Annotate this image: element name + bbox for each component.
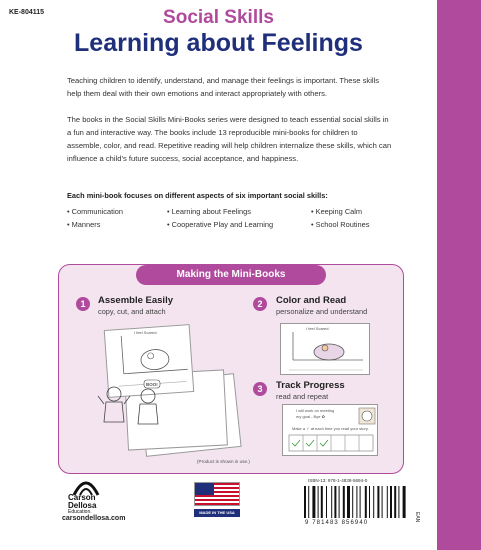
website-url: carsondellosa.com: [62, 515, 126, 522]
brand-line-2: Dellosa: [68, 501, 97, 510]
barcode-digits: 9 781483 856940: [305, 520, 369, 526]
intro-paragraph-1: Teaching children to identify, understand, and manage their feelings is important. These skills help them deal with their own emotions and interact appropriately with others.: [67, 76, 380, 98]
product-code: KE-804115: [9, 9, 45, 16]
tracker-line-2: my goal - Bye ✿: [296, 414, 325, 419]
step-number-3: 3: [253, 382, 267, 396]
step-title-1: Assemble Easily: [98, 295, 173, 306]
product-note: (Product is shown in use.): [197, 459, 250, 464]
step-subtitle-2: personalize and understand: [276, 307, 368, 316]
panel-heading: Making the Mini-Books: [136, 265, 326, 285]
brand-line-3: Education.: [68, 509, 92, 515]
series-title: Social Skills: [163, 7, 274, 28]
step-subtitle-1: copy, cut, and attach: [98, 307, 166, 316]
colored-illustration-icon: [281, 324, 371, 376]
skill-item: • Cooperative Play and Learning: [167, 220, 274, 229]
side-color-band: [437, 0, 481, 550]
isbn-number: ISBN-13: 978-1-4838-5694-0: [308, 478, 368, 483]
barcode-icon: [304, 486, 408, 520]
color-sheet-caption: I feel Scared.: [306, 326, 330, 331]
children-waving-icon: [96, 378, 170, 434]
skill-item: • Manners: [67, 220, 101, 229]
brand-line-1: Carson: [68, 493, 96, 502]
tracker-line-1: I will work on meeting: [296, 408, 335, 413]
skill-item: • Keeping Calm: [311, 207, 363, 216]
intro-paragraph-2: The books in the Social Skills Mini-Books series were designed to teach essential social skills in a fun and interactive way. The books include 13 reproducible mini-books for children to assemble, color, and read. Repetitive reading will help children internalize these skills, which can influence a child’s future success, social acceptance, and happiness.: [67, 115, 392, 163]
ean-label: EAN: [414, 512, 420, 523]
kids-drawing: [96, 378, 170, 434]
sheet-caption: I feel Scared.: [134, 330, 158, 335]
step-number-2: 2: [253, 297, 267, 311]
step-title-3: Track Progress: [276, 380, 345, 391]
book-title: Learning about Feelings: [74, 29, 363, 57]
usa-flag-icon: [194, 482, 240, 506]
made-in-usa-label: MADE IN THE USA: [194, 509, 240, 517]
speech-bubble-text: BOO!: [146, 382, 158, 387]
tracker-line-3: Make a ✓ at each time you read your story.: [292, 426, 369, 431]
step-number-1: 1: [76, 297, 90, 311]
skill-item: • Communication: [67, 207, 123, 216]
step-subtitle-3: read and repeat: [276, 392, 329, 401]
skill-item: • School Routines: [311, 220, 370, 229]
skills-lead: Each mini-book focuses on different aspects of six important social skills:: [67, 191, 328, 200]
skill-item: • Learning about Feelings: [167, 207, 251, 216]
step-title-2: Color and Read: [276, 295, 347, 306]
